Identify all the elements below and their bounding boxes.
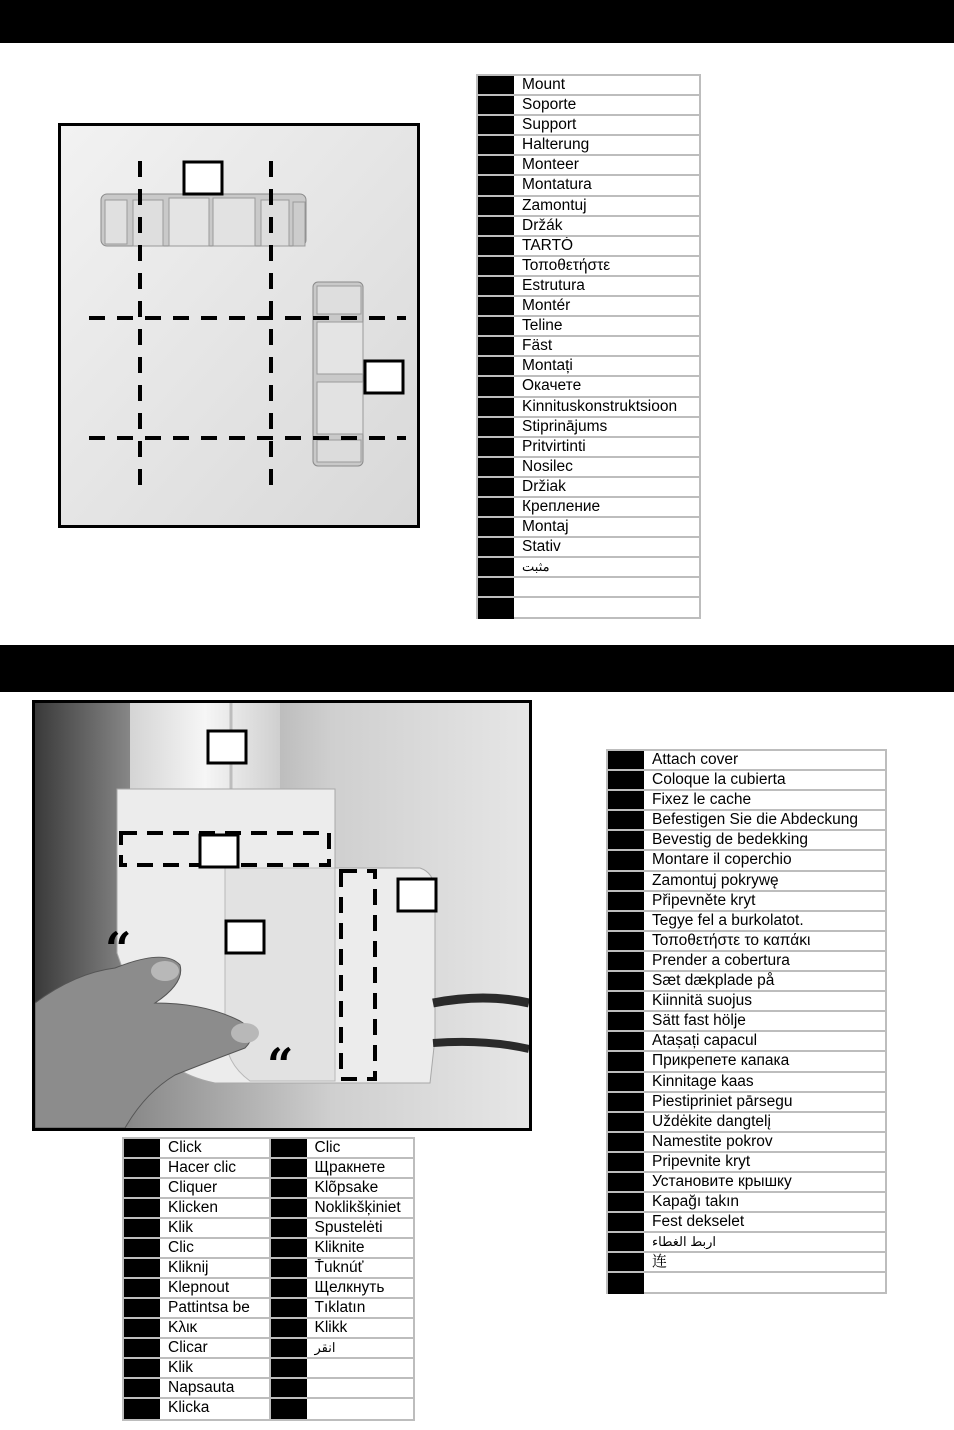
list-item: Spustelėti (271, 1219, 414, 1239)
list-item: Klicka (124, 1399, 269, 1419)
attach-cover-translation-table (606, 749, 887, 1294)
list-item: Прикрепете капака (608, 1052, 885, 1072)
mount-part-horizontal (101, 194, 306, 246)
list-item: Sätt fast hölje (608, 1012, 885, 1032)
list-item: Estrutura (478, 277, 699, 297)
list-item (478, 578, 699, 598)
list-item: Mount (478, 76, 699, 96)
list-item: Τοποθετήστε (478, 257, 699, 277)
list-item: TARTÓ (478, 237, 699, 257)
list-item: Zamontuj (478, 197, 699, 217)
click-translation-table (122, 1137, 415, 1421)
list-item: Piestipriniet pārsegu (608, 1093, 885, 1113)
list-item: Fixez le cache (608, 791, 885, 811)
list-item: Držiak (478, 478, 699, 498)
list-item: Ťuknúť (271, 1259, 414, 1279)
list-item: Atașați capacul (608, 1032, 885, 1052)
svg-text:“: “ (267, 1038, 294, 1092)
list-item: Щелкнуть (271, 1279, 414, 1299)
list-item: انقر (271, 1339, 414, 1359)
list-item: Kliknite (271, 1239, 414, 1259)
list-item: Montaj (478, 518, 699, 538)
list-item: Stativ (478, 538, 699, 558)
list-item (271, 1399, 414, 1419)
list-item: Monteer (478, 156, 699, 176)
list-item: Pattintsa be (124, 1299, 269, 1319)
list-item: Zamontuj pokrywę (608, 872, 885, 892)
list-item: Namestite pokrov (608, 1133, 885, 1153)
list-item: Tegye fel a burkolatot. (608, 912, 885, 932)
svg-text:“: “ (105, 922, 132, 976)
list-item: Klõpsake (271, 1179, 414, 1199)
list-item: Klikk (271, 1319, 414, 1339)
list-item: Kapağı takın (608, 1193, 885, 1213)
click-column-right (269, 1139, 414, 1419)
list-item: Τοποθετήστε το καπάκι (608, 932, 885, 952)
list-item (271, 1359, 414, 1379)
list-item: Prender a cobertura (608, 952, 885, 972)
header-band-middle (0, 645, 954, 692)
list-item: Κλικ (124, 1319, 269, 1339)
cover-photo (32, 700, 532, 1131)
list-item: Klicken (124, 1199, 269, 1219)
list-item: Bevestig de bedekking (608, 831, 885, 851)
list-item: Окачете (478, 377, 699, 397)
list-item: 连 (608, 1253, 885, 1273)
list-item: Fest dekselet (608, 1213, 885, 1233)
list-item: Teline (478, 317, 699, 337)
click-column-left (124, 1139, 269, 1419)
list-item: Montér (478, 297, 699, 317)
list-item (478, 598, 699, 618)
list-item: Klik (124, 1359, 269, 1379)
list-item: Clicar (124, 1339, 269, 1359)
list-item: Установите крышку (608, 1173, 885, 1193)
list-item: Napsauta (124, 1379, 269, 1399)
list-item: Držák (478, 217, 699, 237)
list-item: مثبت (478, 558, 699, 578)
list-item: Clic (124, 1239, 269, 1259)
list-item: Halterung (478, 136, 699, 156)
list-item: Montatura (478, 176, 699, 196)
list-item: Nosilec (478, 458, 699, 478)
list-item: Attach cover (608, 751, 885, 771)
list-item: Befestigen Sie die Abdeckung (608, 811, 885, 831)
list-item: Coloque la cubierta (608, 771, 885, 791)
list-item (608, 1273, 885, 1293)
mount-translation-table (476, 74, 701, 619)
list-item: Připevněte kryt (608, 892, 885, 912)
list-item: Montare il coperchio (608, 851, 885, 871)
list-item: Support (478, 116, 699, 136)
list-item: Clic (271, 1139, 414, 1159)
list-item: Kinnitage kaas (608, 1073, 885, 1093)
list-item: Крепление (478, 498, 699, 518)
list-item: Klepnout (124, 1279, 269, 1299)
list-item (271, 1379, 414, 1399)
list-item: Cliquer (124, 1179, 269, 1199)
list-item: Kliknij (124, 1259, 269, 1279)
list-item: Click (124, 1139, 269, 1159)
list-item: Щракнете (271, 1159, 414, 1179)
mount-photo (58, 123, 420, 528)
list-item: Pritvirtinti (478, 438, 699, 458)
list-item: اربط الغطاء (608, 1233, 885, 1253)
list-item: Sæt dækplade på (608, 972, 885, 992)
list-item: Kinnituskonstruktsioon (478, 398, 699, 418)
list-item: Stiprinājums (478, 418, 699, 438)
list-item: Noklikšķiniet (271, 1199, 414, 1219)
list-item: Fäst (478, 337, 699, 357)
list-item: Uždėkite dangtelį (608, 1113, 885, 1133)
list-item: Montați (478, 357, 699, 377)
list-item: Klik (124, 1219, 269, 1239)
list-item: Kiinnitä suojus (608, 992, 885, 1012)
list-item: Hacer clic (124, 1159, 269, 1179)
list-item: Soporte (478, 96, 699, 116)
list-item: Tıklatın (271, 1299, 414, 1319)
list-item: Pripevnite kryt (608, 1153, 885, 1173)
header-band-top (0, 0, 954, 43)
